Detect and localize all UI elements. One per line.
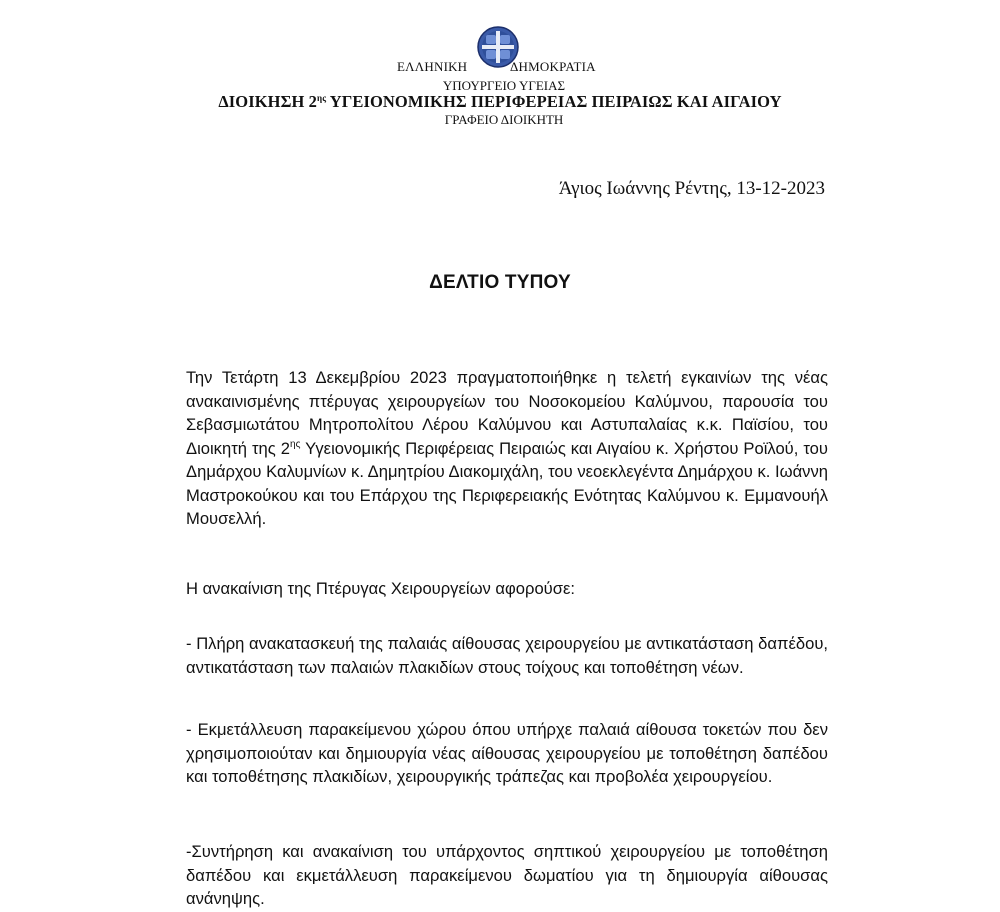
document-title: ΔΕΛΤΙΟ ΤΥΠΟΥ bbox=[429, 272, 571, 293]
authority-rest: ΥΓΕΙΟΝΟΜΙΚΗΣ ΠΕΡΙΦΕΡΕΙΑΣ ΠΕΙΡΑΙΩΣ ΚΑΙ ΑΙΓΑΙΟΥ bbox=[326, 92, 782, 111]
paragraph-intro-ordinal: ης bbox=[290, 438, 301, 450]
office-name: ΓΡΑΦΕΙΟ ΔΙΟΙΚΗΤΗ bbox=[444, 112, 564, 127]
paragraph-intro-part-b: Υγειονομικής Περιφέρειας Πειραιώς και Αιγαίου κ. Χρήστου Ροϊλού, του Δημάρχου Καλυμνίων κ. Δημητρίου Διακομιχάλη, του νεοεκλεγέντα Δημάρχου κ. Ιωάννη Μαστροκούκου και του Επάρχου της Περιφερειακής Ενότητας Καλύμνου κ. Εμμανουήλ Μουσελλή. bbox=[186, 438, 828, 528]
paragraph-renovation-heading: Η ανακαίνιση της Πτέρυγας Χειρουργείων αφορούσε: bbox=[186, 579, 576, 598]
emblem-row bbox=[0, 24, 1000, 78]
authority-ordinal: ης bbox=[317, 93, 327, 103]
authority-prefix: ΔΙΟΙΚΗΣΗ 2 bbox=[218, 92, 317, 111]
republic-label-right: ΔΗΜΟΚΡΑΤΙΑ bbox=[510, 59, 596, 74]
ministry-name: ΥΠΟΥΡΓΕΙΟ ΥΓΕΙΑΣ bbox=[442, 78, 566, 93]
letterhead bbox=[0, 24, 1000, 127]
paragraph-intro bbox=[186, 366, 828, 531]
list-item-new-operating-room: - Εκμετάλλευση παρακείμενου χώρου όπου υπήρχε παλαιά αίθουσα τοκετών που δεν χρησιμοποιούταν και δημιουργία νέας αίθουσας χειρουργείου με τοποθέτηση δαπέδου και τοποθέτησης πλακιδίων, χειρουργικής τράπεζας και προβολέα χειρουργείου. bbox=[186, 720, 828, 786]
republic-label-left: ΕΛΛΗΝΙΚΗ bbox=[397, 59, 468, 74]
list-item-septic-room-recovery: -Συντήρηση και ανακαίνιση του υπάρχοντος σηπτικού χειρουργείου με τοποθέτηση δαπέδου και εκμετάλλευση παρακείμενου δωματίου για τη δημιουργία αίθουσας ανάνηψης. bbox=[186, 842, 828, 908]
authority-name bbox=[0, 92, 1000, 112]
paragraph-intro-part-a: Την Τετάρτη 13 Δεκεμβρίου 2023 πραγματοποιήθηκε η τελετή εγκαινίων της νέας ανακαινισμένης πτέρυγας χειρουργείων του Νοσοκομείου Καλύμνου, παρουσία του Σεβασμιωτάτου Μητροπολίτου Λέρου Καλύμνου και Αστυπαλαίας κ.κ. Παϊσίου, του Διοικητή της 2 bbox=[186, 368, 828, 458]
place-and-date: Άγιος Ιωάννης Ρέντης, 13-12-2023 bbox=[558, 178, 825, 199]
list-item-operating-room-rebuild: - Πλήρη ανακατασκευή της παλαιάς αίθουσας χειρουργείου με αντικατάσταση δαπέδου, αντικατάσταση των παλαιών πλακιδίων στους τοίχους και τοποθέτηση νέων. bbox=[186, 634, 828, 677]
